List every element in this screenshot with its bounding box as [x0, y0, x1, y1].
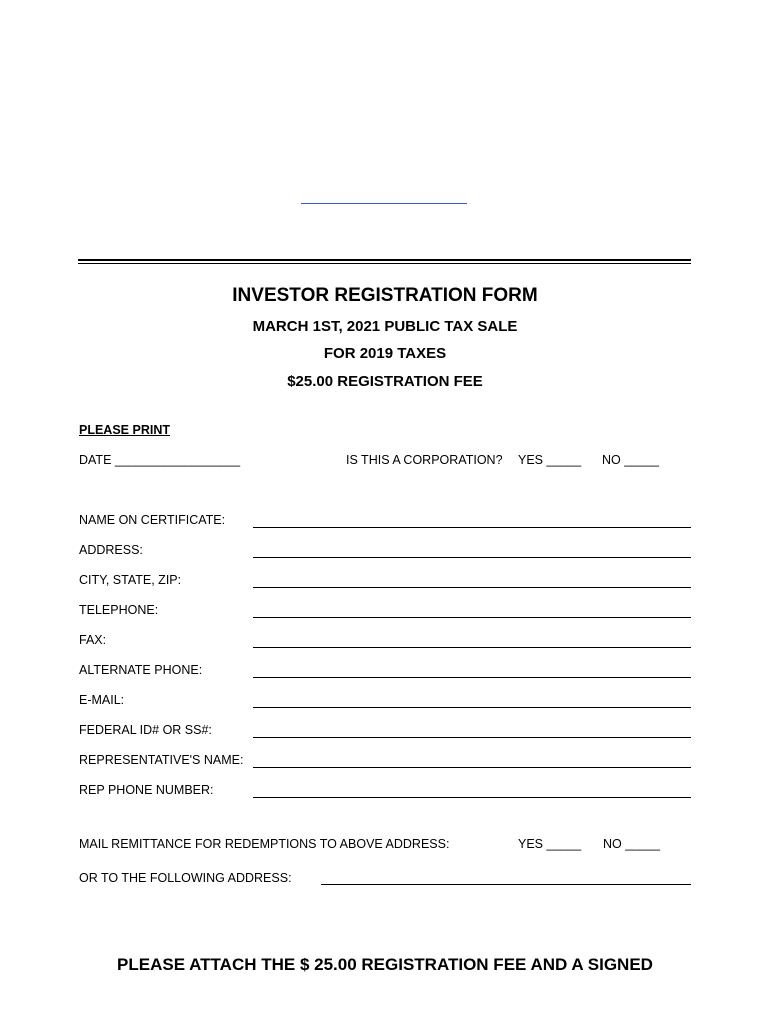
header-divider-thick — [78, 259, 691, 261]
alternate-address-field[interactable] — [321, 884, 691, 885]
alternate-phone-field[interactable] — [253, 677, 691, 678]
alternate-address-label: OR TO THE FOLLOWING ADDRESS: — [79, 871, 292, 885]
rep-phone-field[interactable] — [253, 797, 691, 798]
federal-id-label: FEDERAL ID# OR SS#: — [79, 723, 212, 737]
name-on-certificate-field[interactable] — [253, 527, 691, 528]
representative-name-field[interactable] — [253, 767, 691, 768]
mail-remittance-yes-field[interactable]: YES _____ — [518, 837, 582, 851]
fax-field[interactable] — [253, 647, 691, 648]
form-subtitle-sale-date: MARCH 1ST, 2021 PUBLIC TAX SALE — [252, 318, 518, 335]
city-state-zip-label: CITY, STATE, ZIP: — [79, 573, 182, 587]
telephone-field[interactable] — [253, 617, 691, 618]
mail-remittance-label: MAIL REMITTANCE FOR REDEMPTIONS TO ABOVE ADDRESS: — [79, 837, 450, 851]
email-label: E-MAIL: — [79, 693, 125, 707]
telephone-label: TELEPHONE: — [79, 603, 159, 617]
form-subtitle-tax-year: FOR 2019 TAXES — [323, 345, 447, 362]
form-subtitle-fee: $25.00 REGISTRATION FEE — [287, 373, 483, 390]
fax-label: FAX: — [79, 633, 107, 647]
rep-phone-label: REP PHONE NUMBER: — [79, 783, 214, 797]
address-field[interactable] — [253, 557, 691, 558]
name-on-certificate-label: NAME ON CERTIFICATE: — [79, 513, 226, 527]
address-label: ADDRESS: — [79, 543, 143, 557]
hyperlink-underline[interactable] — [301, 203, 467, 204]
federal-id-field[interactable] — [253, 737, 691, 738]
corporation-yes-field[interactable]: YES _____ — [518, 453, 582, 467]
mail-remittance-no-field[interactable]: NO _____ — [603, 837, 660, 851]
corporation-no-field[interactable]: NO _____ — [602, 453, 659, 467]
city-state-zip-field[interactable] — [253, 587, 691, 588]
email-field[interactable] — [253, 707, 691, 708]
corporation-question: IS THIS A CORPORATION? — [346, 453, 503, 467]
representative-name-label: REPRESENTATIVE'S NAME: — [79, 753, 244, 767]
header-divider-thin — [78, 263, 691, 264]
date-field[interactable]: DATE __________________ — [79, 453, 241, 467]
fee-attachment-note: PLEASE ATTACH THE $ 25.00 REGISTRATION FEE AND A SIGNED — [117, 955, 653, 974]
please-print-label: PLEASE PRINT — [79, 423, 170, 437]
form-title: INVESTOR REGISTRATION FORM — [232, 285, 538, 306]
alternate-phone-label: ALTERNATE PHONE: — [79, 663, 203, 677]
